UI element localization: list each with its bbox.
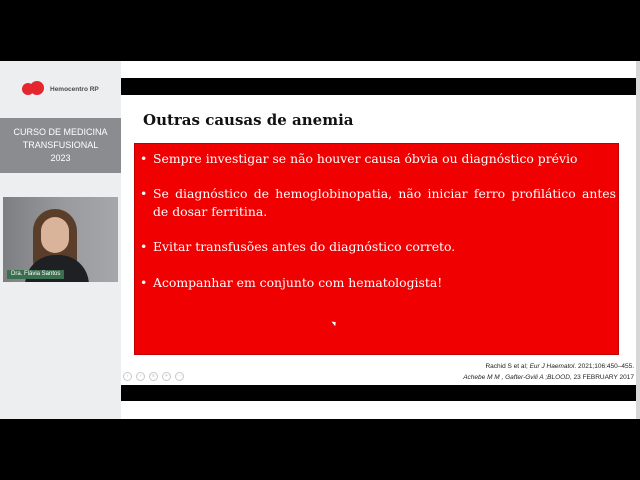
bullet-box xyxy=(134,143,619,355)
reference-2: Achebe M M , Gafter-Gvili A ;BLOOD, 23 FEBRUARY 2017 xyxy=(463,374,634,381)
bullet-item: • Se diagnóstico de hemoglobinopatia, não iniciar ferro profilático antes de dosar ferritina. xyxy=(140,185,616,221)
presentation-stage xyxy=(0,61,640,419)
slide-controls xyxy=(123,372,184,381)
stage-right-edge xyxy=(636,61,640,419)
slide xyxy=(121,61,640,419)
course-line-3: 2023 xyxy=(50,153,71,163)
slide-top-bar xyxy=(121,78,640,95)
bullet-list xyxy=(140,150,616,309)
slide-bottom-bar xyxy=(121,385,640,401)
menu-icon[interactable]: ≡ xyxy=(149,372,158,381)
course-title-box xyxy=(0,118,121,173)
speaker-name-tag: Dra. Flávia Santos xyxy=(7,270,64,279)
reference-1: Rachid S et al; Eur J Haematol. 2021;106:450–455. xyxy=(485,363,634,370)
course-line-2: TRANSFUSIONAL xyxy=(22,140,99,150)
speaker-webcam xyxy=(3,197,118,282)
bullet-item: • Acompanhar em conjunto com hematologista! xyxy=(140,274,616,292)
course-line-1: CURSO DE MEDICINA xyxy=(13,127,108,137)
bullet-item: • Evitar transfusões antes do diagnóstico correto. xyxy=(140,238,616,256)
slide-title: Outras causas de anemia xyxy=(143,111,354,129)
bullet-item: • Sempre investigar se não houver causa óbvia ou diagnóstico prévio xyxy=(140,150,616,168)
hemocentro-logo-icon xyxy=(22,81,46,97)
left-panel xyxy=(0,61,121,419)
zoom-icon[interactable]: + xyxy=(162,372,171,381)
logo-text: Hemocentro RP xyxy=(50,85,99,93)
prev-icon[interactable]: ‹ xyxy=(123,372,132,381)
speaker-face xyxy=(41,217,69,253)
mouse-cursor-icon xyxy=(331,320,337,327)
more-icon[interactable]: ⋯ xyxy=(177,373,182,379)
next-icon[interactable]: › xyxy=(136,372,145,381)
hemocentro-logo xyxy=(22,81,99,97)
